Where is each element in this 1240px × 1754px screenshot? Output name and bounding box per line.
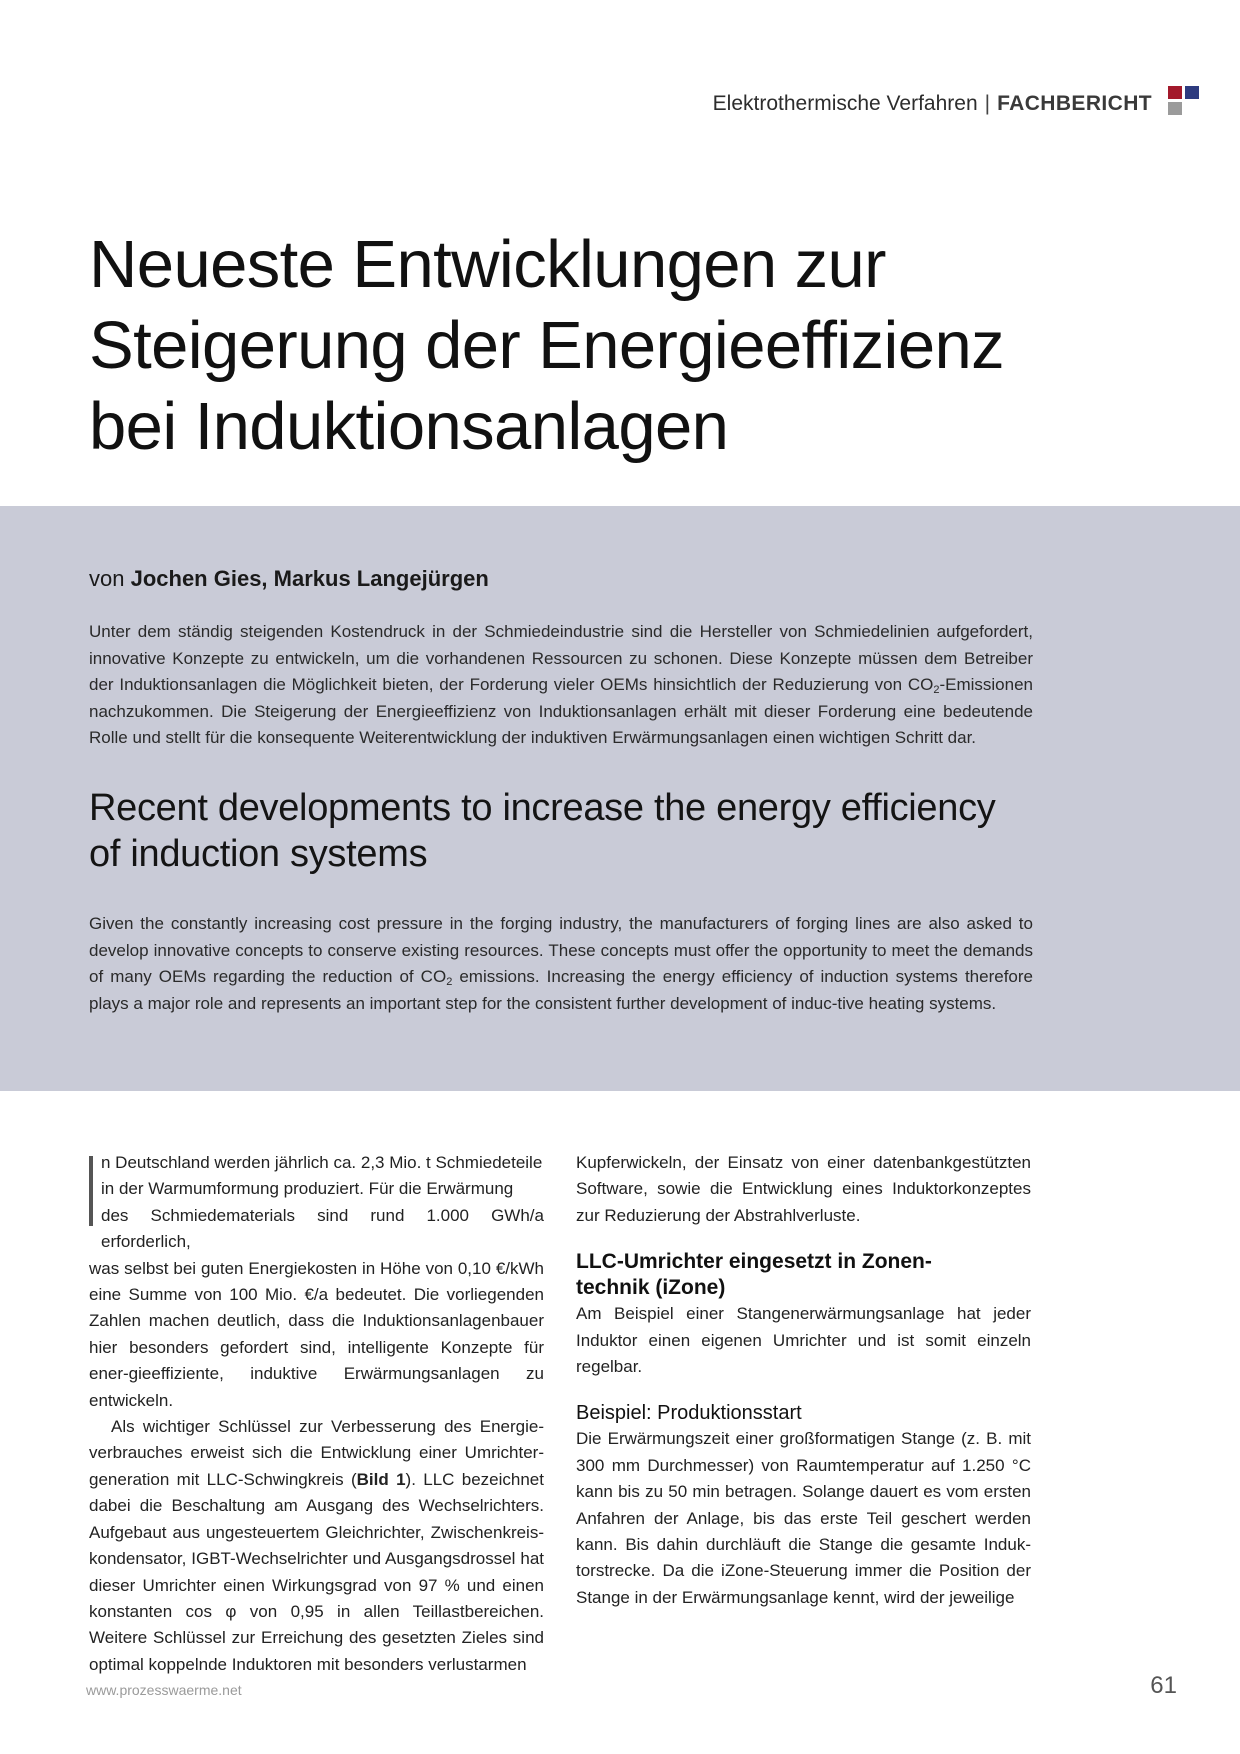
abstract-english bbox=[89, 911, 1033, 1017]
logo-grey-square bbox=[1168, 102, 1182, 115]
drop-initial-i bbox=[89, 1156, 93, 1226]
magazine-logo-icon bbox=[1168, 86, 1202, 120]
intro-rest: was selbst bei guten Energiekosten in Höhe von 0,10 €/kWh eine Summe von 100 Mio. €/a bedeutet. Die vorliegenden Zahlen machen deutlich, dass die Induktionsanlagenbauer hier besonders gefordert sind, intelligente Konzepte für ener-gieeffiziente, induktive Erwärmungsanlagen zu entwickeln. bbox=[89, 1258, 544, 1410]
footer-website: www.prozesswaerme.net bbox=[86, 1682, 242, 1698]
intro-line-1: n Deutschland werden jährlich ca. 2,3 Mio. t Schmiedeteile bbox=[101, 1153, 543, 1172]
body-column-left bbox=[89, 1150, 544, 1678]
byline-prefix: von bbox=[89, 566, 131, 591]
page-number: 61 bbox=[1150, 1672, 1177, 1699]
logo-blue-square bbox=[1185, 86, 1199, 99]
heading-llc-line-2: technik (iZone) bbox=[576, 1276, 726, 1300]
heading-llc-line-1: LLC-Umrichter eingesetzt in Zonen- bbox=[576, 1250, 932, 1274]
title-line-1: Neueste Entwicklungen zur bbox=[89, 227, 886, 302]
title-line-3: bei Induktionsanlagen bbox=[89, 389, 729, 464]
abstract-en-text-1: Given the constantly increasing cost pressure in the forging industry, the manufacturers of forging lines are also asked to develop innovative concepts to conserve existing resources. These concepts must offer the opportunity to meet the demands of many OEMs regarding the reduction of CO bbox=[89, 914, 1033, 986]
article-title bbox=[89, 224, 1169, 467]
intro-line-2: in der Warmumformung produziert. Für die Erwärmung bbox=[101, 1179, 514, 1199]
english-title bbox=[89, 785, 1089, 877]
abstract-en-text-2: emissions. Increasing the energy efficiency of induction systems therefore plays a major role and represents an important step for the consistent further development of induc-tive heating systems. bbox=[89, 967, 1033, 1013]
body-column-right bbox=[576, 1150, 1031, 1611]
byline bbox=[89, 566, 489, 592]
subsection-heading-production-start: Beispiel: Produktionsstart bbox=[576, 1402, 802, 1425]
english-title-line-2: of induction systems bbox=[89, 833, 428, 875]
authors: Jochen Gies, Markus Langejürgen bbox=[130, 566, 489, 591]
abstract-de-text-2: -Emissionen nachzukommen. Die Steigerung der Energieeffizienz von Induktionsanlagen erhält mit dieser Forderung eine bedeutende Rolle und stellt für die konsequente Weiterentwicklung der induktiven Erwärmungsanlagen einen wichtigen Schritt dar. bbox=[89, 675, 1033, 747]
p2-text-1: Als wichtiger Schlüssel zur Verbesserung des Energie-verbrauches erweist sich die Entwicklung einer Umrichter-generation mit LLC-Schwingkreis ( bbox=[89, 1417, 544, 1489]
body-paragraph-izone: Am Beispiel einer Stangenerwärmungsanlage hat jeder Induktor einen eigenen Umrichter und ist somit einzeln regelbar. bbox=[576, 1304, 1031, 1377]
p2-text-2: ). LLC bezeichnet dabei die Beschaltung am Ausgang des Wechselrichters. Aufgebaut aus ungesteuertem Gleichrichter, Zwischenkreis-kondensator, IGBT-Wechselrichter und Ausgangsdrossel hat dieser Umrichter einen Wirkungsgrad von 97 % und einen konstanten cos φ von 0,95 in allen Teillastbereichen. Weitere Schlüssel zur Erreichung des gesetzten Zieles sind optimal koppelnde Induktoren mit besonders verlustarmen bbox=[89, 1469, 544, 1674]
running-header bbox=[713, 88, 1152, 120]
body-paragraph-continued: Kupferwickeln, der Einsatz von einer datenbankgestützten Software, sowie die Entwicklung eines Induktorkonzeptes zur Reduzierung der Abstrahlverluste. bbox=[576, 1153, 1031, 1225]
intro-line-3: des Schmiedematerials sind rund 1.000 GWh/a erforderlich, bbox=[101, 1205, 544, 1252]
abstract-en-subscript: 2 bbox=[446, 976, 453, 988]
title-line-2: Steigerung der Energieeffizienz bbox=[89, 308, 1005, 383]
abstract-de-text-1: Unter dem ständig steigenden Kostendruck in der Schmiedeindustrie sind die Hersteller von Schmiedelinien aufgefordert, innovative Konzepte zu entwickeln, um die vorhandenen Ressourcen zu schonen. Diese Konzepte müssen dem Betreiber der Induktionsanlagen die Möglichkeit bieten, der Forderung vieler OEMs hinsichtlich der Reduzierung von CO bbox=[89, 622, 1033, 694]
article-kind: FACHBERICHT bbox=[997, 92, 1152, 115]
abstract-german bbox=[89, 619, 1033, 752]
figure-reference: Bild 1 bbox=[356, 1469, 406, 1489]
section-name: Elektrothermische Verfahren bbox=[712, 92, 978, 115]
logo-red-square bbox=[1168, 86, 1182, 99]
intro-paragraph bbox=[89, 1150, 544, 1414]
header-separator: | bbox=[984, 92, 991, 115]
body-paragraph-2 bbox=[89, 1414, 544, 1678]
abstract-de-subscript: 2 bbox=[933, 684, 940, 696]
english-title-line-1: Recent developments to increase the energy efficiency bbox=[89, 787, 996, 829]
body-paragraph-production-start: Die Erwärmungszeit einer großformatigen Stange (z. B. mit 300 mm Durchmesser) von Raumtemperatur auf 1.250 °C kann bis zu 50 min betragen. Solange dauert es vom ersten Anfahren der Anlage, bis das erste Teil geschert werden kann. Bis dahin durchläuft die Stange die gesamte Induk-torstrecke. Da die iZone-Steuerung immer die Position der Stange in der Erwärmungsanlage kennt, wird der jeweilige bbox=[576, 1429, 1031, 1607]
section-heading-llc bbox=[576, 1249, 1031, 1301]
